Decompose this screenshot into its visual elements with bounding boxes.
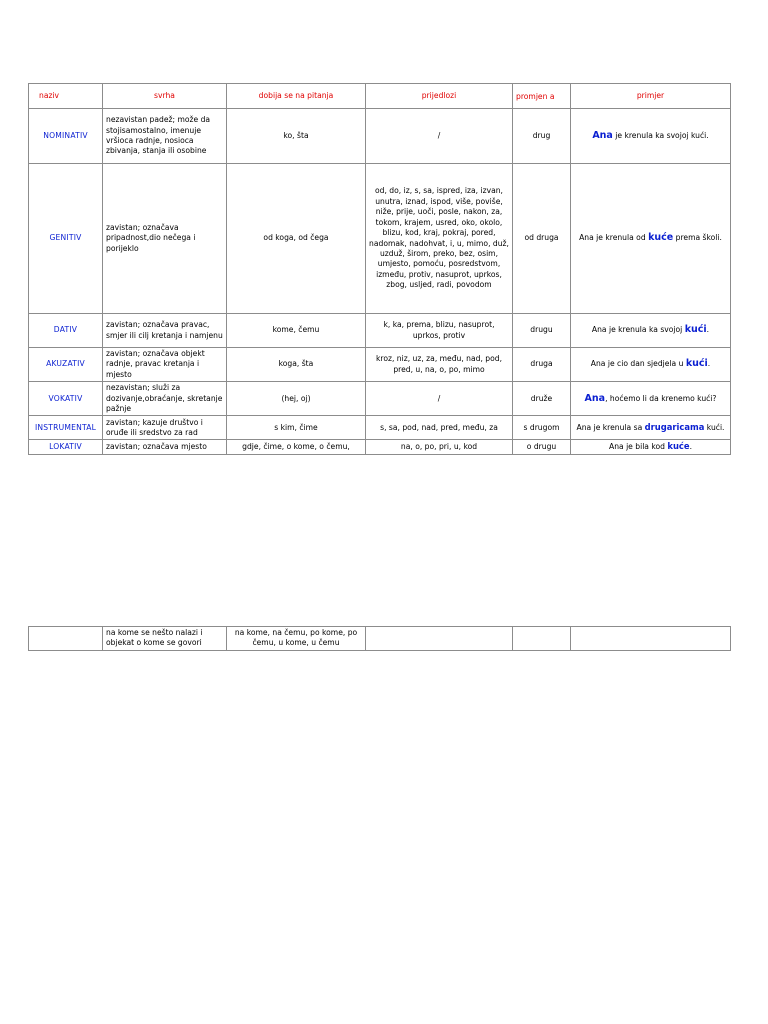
empty-cell bbox=[366, 627, 513, 651]
table-row-instrumental bbox=[29, 416, 731, 440]
empty-cell bbox=[571, 627, 731, 651]
table-row-nominativ bbox=[29, 109, 731, 164]
case-name: DATIV bbox=[29, 314, 103, 348]
cases-table bbox=[28, 83, 731, 455]
case-purpose: nezavistan padež; može da stojisamostalno, imenuje vršioca radnje, nosioca zbivanja, stanja ili osobine bbox=[103, 109, 227, 164]
example-before: Ana je krenula sa bbox=[576, 423, 645, 433]
case-example bbox=[571, 382, 731, 416]
case-purpose: zavistan; označava mjesto bbox=[103, 440, 227, 454]
case-prepositions: na, o, po, pri, u, kod bbox=[366, 440, 513, 454]
example-after: je krenula ka svojoj kući. bbox=[612, 130, 709, 140]
case-declension: druže bbox=[513, 382, 571, 416]
case-declension: druga bbox=[513, 348, 571, 382]
case-questions: s kim, čime bbox=[227, 416, 366, 440]
case-name: GENITIV bbox=[29, 164, 103, 314]
case-example bbox=[571, 416, 731, 440]
case-declension: o drugu bbox=[513, 440, 571, 454]
case-example bbox=[571, 440, 731, 454]
case-prepositions: / bbox=[366, 382, 513, 416]
case-questions: koga, šta bbox=[227, 348, 366, 382]
empty-cell bbox=[29, 627, 103, 651]
case-questions: na kome, na čemu, po kome, po čemu, u kome, u čemu bbox=[227, 627, 366, 651]
example-after: , hoćemo li da krenemo kući? bbox=[605, 393, 717, 403]
example-highlight: Ana bbox=[584, 392, 606, 404]
example-highlight: Ana bbox=[592, 129, 613, 141]
header-pitanja: dobija se na pitanja bbox=[227, 84, 366, 109]
case-declension: s drugom bbox=[513, 416, 571, 440]
header-prijedlozi: prijedlozi bbox=[366, 84, 513, 109]
case-prepositions: k, ka, prema, blizu, nasuprot, uprkos, protiv bbox=[366, 314, 513, 348]
example-highlight: kuće bbox=[648, 232, 674, 244]
case-questions: gdje, čime, o kome, o čemu, bbox=[227, 440, 366, 454]
case-questions: kome, čemu bbox=[227, 314, 366, 348]
case-name: INSTRUMENTAL bbox=[29, 416, 103, 440]
example-before: Ana je krenula ka svojoj bbox=[591, 325, 685, 335]
case-name: LOKATIV bbox=[29, 440, 103, 454]
case-purpose: na kome se nešto nalazi i objekat o kome se govori bbox=[103, 627, 227, 651]
case-declension: drugu bbox=[513, 314, 571, 348]
case-purpose: zavistan; označava objekt radnje, pravac kretanja i mjesto bbox=[103, 348, 227, 382]
case-purpose: zavistan; označava pripadnost,dio nečega i porijeklo bbox=[103, 164, 227, 314]
case-purpose: zavistan; kazuje društvo i oruđe ili sredstvo za rad bbox=[103, 416, 227, 440]
example-highlight: kuće bbox=[667, 441, 690, 452]
example-before: Ana je krenula od bbox=[579, 233, 649, 243]
lokativ-continuation-table bbox=[28, 626, 731, 651]
case-example bbox=[571, 109, 731, 164]
example-before: Ana je bila kod bbox=[609, 442, 668, 452]
example-after: . bbox=[689, 442, 692, 452]
case-questions: ko, šta bbox=[227, 109, 366, 164]
table-row-genitiv bbox=[29, 164, 731, 314]
header-row bbox=[29, 84, 731, 109]
header-promjena: promjen a bbox=[513, 84, 571, 109]
table-row-continuation bbox=[29, 627, 731, 651]
example-before: Ana je cio dan sjedjela u bbox=[590, 359, 686, 369]
case-example bbox=[571, 314, 731, 348]
case-example bbox=[571, 164, 731, 314]
case-declension: od druga bbox=[513, 164, 571, 314]
example-highlight: kući bbox=[685, 358, 708, 370]
case-declension: drug bbox=[513, 109, 571, 164]
example-highlight: kući bbox=[684, 324, 707, 336]
example-after: prema školi. bbox=[673, 233, 722, 243]
case-prepositions: / bbox=[366, 109, 513, 164]
case-questions: (hej, oj) bbox=[227, 382, 366, 416]
case-example bbox=[571, 348, 731, 382]
example-after: . bbox=[706, 325, 710, 335]
case-questions: od koga, od čega bbox=[227, 164, 366, 314]
case-purpose: zavistan; označava pravac, smjer ili cilj kretanja i namjenu bbox=[103, 314, 227, 348]
header-svrha: svrha bbox=[103, 84, 227, 109]
example-highlight: drugaricama bbox=[644, 422, 705, 433]
case-name: NOMINATIV bbox=[29, 109, 103, 164]
example-after: kući. bbox=[704, 423, 725, 433]
empty-cell bbox=[513, 627, 571, 651]
case-name: VOKATIV bbox=[29, 382, 103, 416]
case-prepositions: kroz, niz, uz, za, među, nad, pod, pred, u, na, o, po, mimo bbox=[366, 348, 513, 382]
example-after: . bbox=[707, 359, 711, 369]
table-row-akuzativ bbox=[29, 348, 731, 382]
header-naziv: naziv bbox=[29, 84, 103, 109]
table-row-lokativ bbox=[29, 440, 731, 454]
table-row-vokativ bbox=[29, 382, 731, 416]
header-primjer: primjer bbox=[571, 84, 731, 109]
table-row-dativ bbox=[29, 314, 731, 348]
case-name: AKUZATIV bbox=[29, 348, 103, 382]
case-purpose: nezavistan; služi za dozivanje,obraćanje, skretanje pažnje bbox=[103, 382, 227, 416]
case-prepositions: od, do, iz, s, sa, ispred, iza, izvan, unutra, iznad, ispod, više, poviše, niže, prije, uoči, posle, nakon, za, tokom, krajem, usred, oko, okolo, blizu, kod, kraj, pokraj, pored, nadomak, nadohvat, i, u, mimo, duž, uzduž, širom, preko, bez, osim, umjesto, pomoću, posredstvom, između, protiv, nasuprot, uprkos, zbog, usljed, radi, povodom bbox=[366, 164, 513, 314]
case-prepositions: s, sa, pod, nad, pred, među, za bbox=[366, 416, 513, 440]
